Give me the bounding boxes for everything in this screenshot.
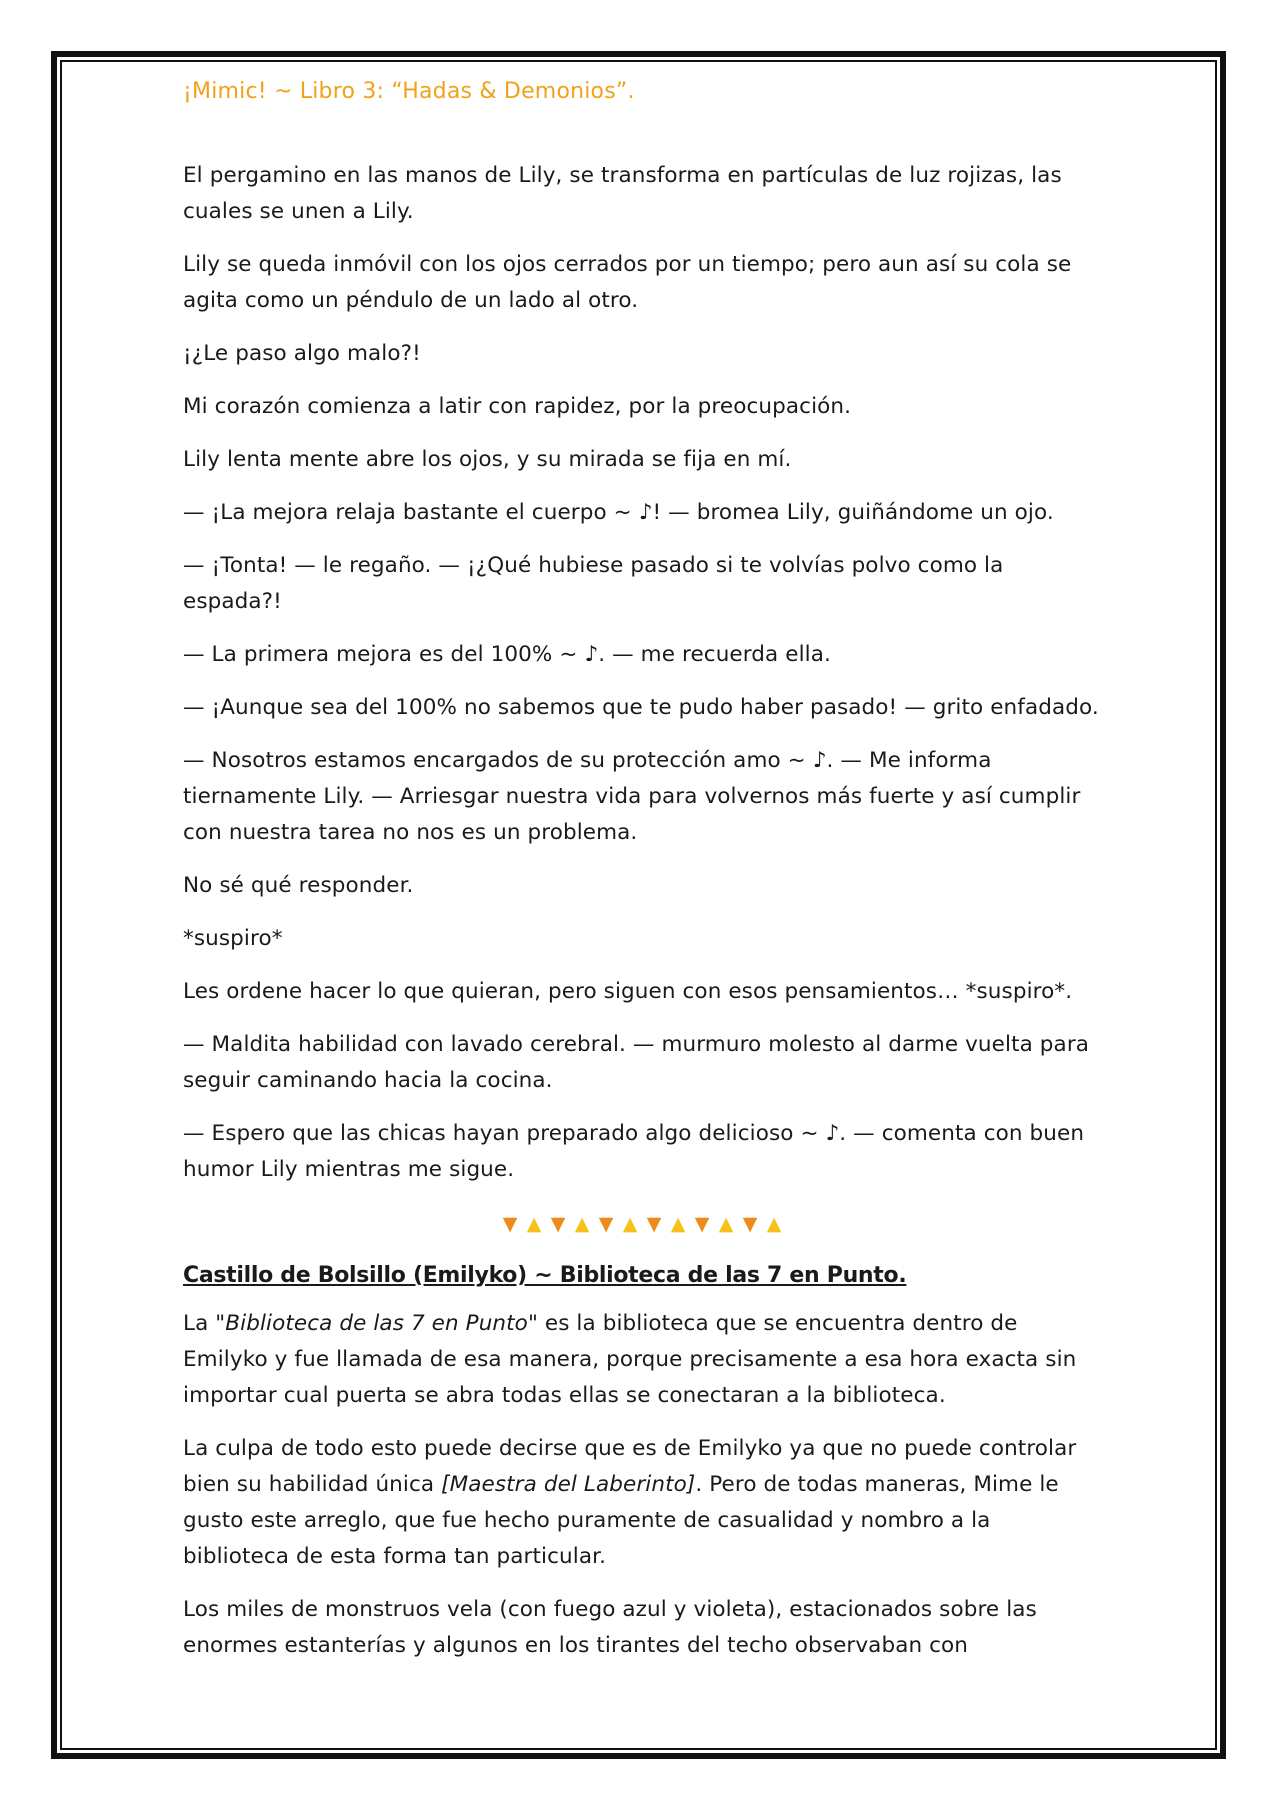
dialogue-line: — ¡La mejora relaja bastante el cuerpo ~ ♪! — bromea Lily, guiñándome un ojo. bbox=[183, 500, 1054, 525]
paragraph: Lily lenta mente abre los ojos, y su mirada se fija en mí. bbox=[183, 447, 792, 472]
triangle-down-icon: ▼ bbox=[694, 1213, 712, 1235]
paragraph: ¡¿Le paso algo malo?! bbox=[183, 341, 421, 366]
paragraph bbox=[183, 1306, 1103, 1414]
paragraph bbox=[183, 1431, 1103, 1575]
dialogue-line: — Maldita habilidad con lavado cerebral. — murmuro molesto al darme vuelta para seguir caminando hacia la cocina. bbox=[183, 1032, 1090, 1093]
scene-separator bbox=[183, 1206, 1103, 1242]
triangle-up-icon: ▲ bbox=[718, 1213, 736, 1235]
section-title: Castillo de Bolsillo (Emilyko) ~ Biblioteca de las 7 en Punto. bbox=[183, 1263, 907, 1288]
triangle-down-icon: ▼ bbox=[742, 1213, 760, 1235]
triangle-down-icon: ▼ bbox=[502, 1213, 520, 1235]
dialogue-line: — Nosotros estamos encargados de su protección amo ~ ♪. — Me informa tiernamente Lily. — Arriesgar nuestra vida para volvernos más fuerte y así cumplir con nuestra tarea no nos es un problema. bbox=[183, 748, 1081, 845]
text-run: . Pero de todas maneras, Mime le gusto este arreglo, que fue hecho puramente de casualidad y nombro a la biblioteca de esta forma tan particular. bbox=[183, 1472, 1059, 1569]
triangle-down-icon: ▼ bbox=[646, 1213, 664, 1235]
text-run: La bbox=[183, 1311, 216, 1336]
paragraph: Lily se queda inmóvil con los ojos cerrados por un tiempo; pero aun así su cola se agita como un péndulo de un lado al otro. bbox=[183, 252, 1072, 313]
text-run: La culpa de todo esto puede decirse que es de Emilyko ya que no puede controlar bien su habilidad única bbox=[183, 1436, 1077, 1497]
story-section-1 bbox=[183, 158, 1103, 1188]
italic-skill-name: [Maestra del Laberinto] bbox=[441, 1472, 696, 1497]
dialogue-line: — ¡Aunque sea del 100% no sabemos que te pudo haber pasado! — grito enfadado. bbox=[183, 695, 1099, 720]
paragraph: No sé qué responder. bbox=[183, 873, 414, 898]
book-header: ¡Mimic! ~ Libro 3: “Hadas & Demonios”. bbox=[183, 79, 635, 104]
triangle-down-icon: ▼ bbox=[550, 1213, 568, 1235]
triangle-up-icon: ▲ bbox=[526, 1213, 544, 1235]
triangle-up-icon: ▲ bbox=[766, 1213, 784, 1235]
dialogue-line: — La primera mejora es del 100% ~ ♪. — me recuerda ella. bbox=[183, 642, 831, 667]
paragraph: Les ordene hacer lo que quieran, pero siguen con esos pensamientos… *suspiro*. bbox=[183, 979, 1073, 1004]
text-run: es la biblioteca que se encuentra dentro de Emilyko y fue llamada de esa manera, porque precisamente a esa hora exacta sin importar cual puerta se abra todas ellas se conectaran a la biblioteca. bbox=[183, 1311, 1077, 1408]
document-body bbox=[183, 72, 1103, 1681]
triangle-up-icon: ▲ bbox=[622, 1213, 640, 1235]
dialogue-line: — ¡Tonta! — le regaño. — ¡¿Qué hubiese pasado si te volvías polvo como la espada?! bbox=[183, 553, 1004, 614]
paragraph: El pergamino en las manos de Lily, se transforma en partículas de luz rojizas, las cuales se unen a Lily. bbox=[183, 163, 1062, 224]
triangle-up-icon: ▲ bbox=[670, 1213, 688, 1235]
triangle-down-icon: ▼ bbox=[598, 1213, 616, 1235]
paragraph: *suspiro* bbox=[183, 926, 283, 951]
triangle-up-icon: ▲ bbox=[574, 1213, 592, 1235]
italic-title: "Biblioteca de las 7 en Punto" bbox=[215, 1311, 538, 1336]
dialogue-line: — Espero que las chicas hayan preparado algo delicioso ~ ♪. — comenta con buen humor Lily mientras me sigue. bbox=[183, 1121, 1085, 1182]
paragraph: Los miles de monstruos vela (con fuego azul y violeta), estacionados sobre las enormes estanterías y algunos en los tirantes del techo observaban con bbox=[183, 1597, 1037, 1658]
paragraph: Mi corazón comienza a latir con rapidez, por la preocupación. bbox=[183, 394, 852, 419]
